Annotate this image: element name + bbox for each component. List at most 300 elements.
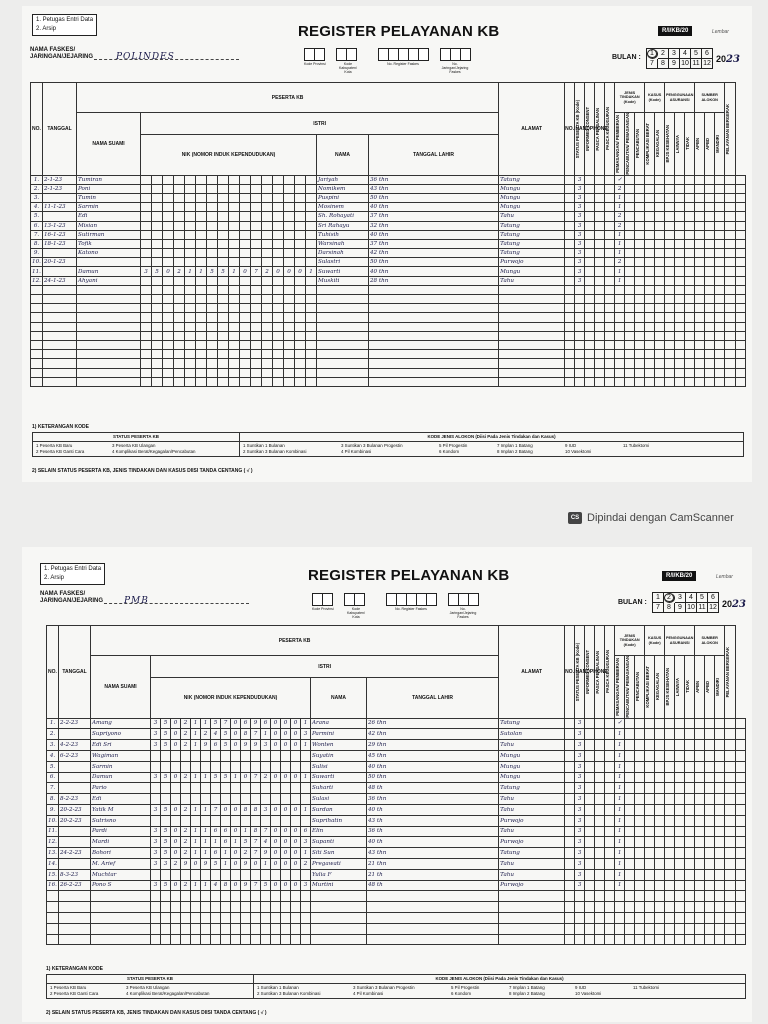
row-tanggal: 26-2-23 [59,880,91,891]
legend-status-item: 3 Peserta KB Ulangan [112,443,156,448]
row-check-cell [695,923,705,934]
nik-digit-cell [262,193,273,202]
row-check-cell [635,794,645,805]
month-cell: 1 [653,593,664,603]
nik-digit-cell [229,249,240,258]
nik-digit-cell [229,304,240,313]
nik-digit-cell [284,193,295,202]
nik-digit-cell: 5 [161,826,171,837]
nik-digit-cell [301,891,311,902]
nik-digit-cell [181,869,191,880]
month-cell: 10 [686,603,697,613]
row-check-cell [655,175,665,184]
nik-digit-cell [218,276,229,285]
nik-digit-cell [262,249,273,258]
nik-digit-cell [262,258,273,267]
nik-digit-cell [141,322,152,331]
row-jenis-tindakan: 1 [615,858,625,869]
faskes-field [94,46,239,60]
row-nama-istri: Wonten [311,740,367,751]
nik-digit-cell: 5 [152,267,163,276]
row-check-cell [685,891,695,902]
nik-digit-cell [196,221,207,230]
row-nama-istri: Suharti [311,783,367,794]
nik-digit-cell [141,184,152,193]
row-pasca-keguguran [605,804,615,815]
row-alamat [499,295,565,304]
row-informed-consent [585,304,595,313]
nik-digit-cell [221,794,231,805]
nik-digit-cell [251,750,261,761]
nik-digit-cell [141,331,152,340]
row-check-cell [675,729,685,740]
nik-digit-cell: 1 [185,267,196,276]
nik-digit-cell: 1 [201,772,211,783]
nik-digit-cell [284,377,295,386]
nik-digit-cell: 0 [284,267,295,276]
row-check-cell [625,761,635,772]
nik-digit-cell [273,368,284,377]
nik-digit-cell [240,212,251,221]
row-nama-suami: Misian [77,221,141,230]
row-check-cell [625,923,635,934]
nik-digit-cell [151,923,161,934]
kode-kabupaten-box [336,48,360,74]
row-nama-istri: Siti Sun [311,848,367,859]
row-nama-istri: Puspini [317,193,369,202]
nik-digit-cell [185,359,196,368]
row-check-cell [655,230,665,239]
row-informed-consent [585,750,595,761]
nik-digit-cell [241,815,251,826]
role-item: 2. Arsip [44,575,65,581]
legend-status-item: 4 Komplikasi Berat/Kegagalan/Pencabutan [126,991,210,996]
row-check-cell [665,880,675,891]
row-tanggal-lahir: 36 thn [369,175,499,184]
row-check-cell [725,804,735,815]
nik-digit-cell [161,912,171,923]
col-header-sumber-item: APBD [705,137,711,150]
row-check-cell [625,193,635,202]
row-check-cell [705,267,715,276]
col-header-kasus-item: KOMPLIKASI BERAT [645,666,651,708]
row-nama-suami [91,912,151,923]
nik-digit-cell: 1 [201,826,211,837]
row-check-cell [705,184,715,193]
nik-digit-cell: 0 [231,804,241,815]
nik-digit-cell [171,912,181,923]
legend-title: 1) KETERANGAN KODE [32,424,89,430]
row-nama-suami [77,285,141,294]
nik-digit-cell [301,912,311,923]
row-no: 14. [47,858,59,869]
nik-digit-cell: 0 [171,772,181,783]
nik-digit-cell: 2 [181,718,191,729]
row-check-cell [665,794,675,805]
row-check-cell [725,794,735,805]
row-alamat: Tahu [499,212,565,221]
row-tanggal-lahir: 50 thn [369,258,499,267]
row-check-cell [735,295,745,304]
nik-digit-cell [240,230,251,239]
register-rows [31,175,746,386]
row-informed-consent [585,331,595,340]
row-pasca-keguguran [605,794,615,805]
row-check-cell [675,221,685,230]
nik-digit-cell [174,295,185,304]
row-informed-consent [585,772,595,783]
col-header-pasca-keguguran: PASCA KEGUGURAN [605,107,611,151]
nik-digit-cell [284,340,295,349]
row-jenis-tindakan: 1 [615,826,625,837]
nik-digit-cell [295,276,306,285]
row-no: 10. [47,815,59,826]
nik-digit-cell [231,761,241,772]
row-alamat: Mungu [499,267,565,276]
row-no: 11. [32,268,41,275]
row-status-peserta: 3 [575,848,585,859]
row-check-cell [645,858,655,869]
row-nama-istri [317,331,369,340]
row-alamat: Tatung [499,239,565,248]
row-tanggal [43,295,77,304]
jaringan-faskes-box [448,593,478,619]
nik-digit-cell: 0 [291,804,301,815]
row-no: 7. [47,783,59,794]
nik-digit-cell [207,377,218,386]
row-nama-istri [317,285,369,294]
row-check-cell [655,193,665,202]
nik-digit-cell: 0 [231,880,241,891]
row-handphone [565,239,575,248]
nik-digit-cell: 5 [161,804,171,815]
nik-digit-cell [185,368,196,377]
row-nama-istri [317,304,369,313]
row-nama-suami [77,359,141,368]
nik-digit-cell [262,230,273,239]
row-check-cell [715,934,725,945]
nik-digit-cell [152,377,163,386]
row-check-cell [685,848,695,859]
row-handphone [565,212,575,221]
nik-digit-cell [196,285,207,294]
nik-digit-cell [240,285,251,294]
nik-digit-cell [306,221,317,230]
nik-digit-cell [161,761,171,772]
nik-digit-cell: 1 [261,858,271,869]
row-tanggal: 20-2-23 [59,804,91,815]
nik-digit-cell [171,794,181,805]
row-tanggal: 24-2-23 [59,848,91,859]
nik-digit-cell [284,322,295,331]
row-check-cell [645,322,655,331]
row-check-cell [645,869,655,880]
nik-digit-cell [163,203,174,212]
nik-digit-cell [211,794,221,805]
nik-digit-cell [163,276,174,285]
row-check-cell [625,815,635,826]
legend-alokon-item: 5 Pil Progestin [451,985,480,990]
row-check-cell [625,740,635,751]
register-faskes-box [386,593,436,611]
nik-digit-cell [262,368,273,377]
row-check-cell [665,359,675,368]
row-check-cell [705,902,715,913]
nik-digit-cell: 0 [291,729,301,740]
row-check-cell [705,359,715,368]
row-check-cell [675,322,685,331]
row-informed-consent [585,276,595,285]
row-check-cell [715,815,725,826]
row-tanggal: 16-1-23 [43,230,77,239]
nik-digit-cell [295,230,306,239]
month-grid [652,592,719,613]
nik-digit-cell [207,203,218,212]
row-check-cell [645,848,655,859]
nik-digit-cell [291,869,301,880]
row-nama-suami [77,368,141,377]
table-row [47,804,746,815]
nik-digit-cell [284,221,295,230]
row-nama-istri: Muskiti [317,276,369,285]
row-check-cell [695,729,705,740]
nik-digit-cell [306,230,317,239]
month-cell: 8 [658,59,669,69]
row-check-cell [715,285,725,294]
nik-digit-cell [207,193,218,202]
nik-digit-cell [251,377,262,386]
row-check-cell [635,804,645,815]
legend-alokon-item: 1 Suntikan 1 Bulanan [257,985,299,990]
row-check-cell [715,740,725,751]
nik-digit-cell: 9 [261,848,271,859]
nik-digit-cell [218,193,229,202]
row-no: 7. [31,230,43,239]
row-tanggal: 8-2-23 [59,794,91,805]
col-header-jt: PENCABUTAN [635,129,641,159]
legend-alokon-item: 4 Pil Kombinasi [341,449,372,454]
table-row [31,331,746,340]
year-prefix: 20 [716,54,727,64]
row-informed-consent [585,377,595,386]
row-check-cell [705,794,715,805]
nik-digit-cell [141,258,152,267]
row-check-cell [685,203,695,212]
nik-digit-cell: 9 [241,740,251,751]
row-check-cell [655,858,665,869]
row-check-cell [705,212,715,221]
row-tanggal: 2-2-23 [59,718,91,729]
row-jenis-tindakan: 2 [615,212,625,221]
row-check-cell [705,175,715,184]
row-tanggal-lahir: 36 th [367,826,499,837]
row-check-cell [635,313,645,322]
row-check-cell [735,858,745,869]
row-check-cell [705,750,715,761]
nik-digit-cell [207,175,218,184]
nik-digit-cell [207,230,218,239]
row-nama-istri: Sh. Rohayati [317,212,369,221]
nik-digit-cell [211,912,221,923]
nik-digit-cell [273,193,284,202]
row-check-cell [705,772,715,783]
nik-digit-cell [251,869,261,880]
nik-digit-cell [185,221,196,230]
nik-digit-cell [181,750,191,761]
nik-digit-cell [207,239,218,248]
nik-digit-cell [218,203,229,212]
row-check-cell [645,350,655,359]
row-tanggal: 2-1-23 [43,175,77,184]
row-check-cell [675,740,685,751]
nik-digit-cell: 8 [251,826,261,837]
row-check-cell [675,276,685,285]
nik-digit-cell: 7 [251,729,261,740]
row-check-cell [725,258,735,267]
nik-digit-cell [201,902,211,913]
row-alamat: Mungu [499,184,565,193]
nik-digit-cell [271,815,281,826]
row-no: 3. [47,740,59,751]
row-check-cell [665,772,675,783]
row-check-cell [715,794,725,805]
row-check-cell [675,175,685,184]
nik-digit-cell: 0 [221,804,231,815]
row-handphone [565,203,575,212]
role-item: 2. Arsip [36,26,57,32]
row-check-cell [695,377,705,386]
row-check-cell [625,267,635,276]
nik-digit-cell [251,175,262,184]
row-informed-consent [585,193,595,202]
row-check-cell [735,837,745,848]
row-nama-suami [91,923,151,934]
nik-digit-cell [185,350,196,359]
nik-digit-cell [261,902,271,913]
nik-digit-cell [306,258,317,267]
row-nama-istri: Murtini [311,880,367,891]
nik-digit-cell [306,203,317,212]
col-header-tanggal-lahir: TANGGAL LAHIR [367,678,499,718]
row-tanggal-lahir: 21 thn [367,858,499,869]
nik-digit-cell [306,340,317,349]
row-jenis-tindakan: 1 [615,750,625,761]
row-check-cell [655,891,665,902]
row-informed-consent [585,923,595,934]
nik-digit-cell [163,331,174,340]
nik-digit-cell [262,175,273,184]
row-check-cell [635,869,645,880]
row-pasca-keguguran [605,783,615,794]
col-header-sumber-item: APBD [705,680,711,693]
row-check-cell [645,285,655,294]
row-check-cell [705,340,715,349]
nik-digit-cell [174,230,185,239]
row-check-cell [655,304,665,313]
nik-digit-cell [262,212,273,221]
row-nama-suami: Pardi [91,826,151,837]
nik-digit-cell [207,276,218,285]
row-alamat [499,902,565,913]
col-header-asuransi-item: LAINNYA [675,134,681,153]
nik-digit-cell [229,175,240,184]
legend-status-item: 1 Peserta KB Baru [36,443,73,448]
row-informed-consent [585,249,595,258]
nik-digit-cell [207,304,218,313]
row-check-cell [715,377,725,386]
nik-digit-cell [229,221,240,230]
nik-digit-cell [231,934,241,945]
col-header-nama: NAMA [311,678,367,718]
row-check-cell [635,750,645,761]
nik-digit-cell [161,923,171,934]
row-pasca-keguguran [605,815,615,826]
nik-digit-cell: 2 [201,729,211,740]
month-cell: 3 [675,593,686,603]
row-alamat: Mungu [499,772,565,783]
row-check-cell [665,368,675,377]
row-check-cell [735,772,745,783]
bulan-label: BULAN : [612,54,641,61]
row-informed-consent [585,184,595,193]
row-pasca-keguguran [605,740,615,751]
nik-digit-cell [251,304,262,313]
nik-digit-cell [262,285,273,294]
nik-digit-cell: 2 [171,858,181,869]
nik-digit-cell: 2 [174,267,185,276]
row-status-peserta: 3 [575,267,585,276]
table-row [47,794,746,805]
nik-digit-cell [291,891,301,902]
row-check-cell [685,368,695,377]
code-label: Kode Kabupaten/ Kota [339,62,357,74]
nik-digit-cell: 0 [271,740,281,751]
row-check-cell [655,340,665,349]
row-check-cell [695,221,705,230]
nik-digit-cell [301,869,311,880]
nik-digit-cell [163,249,174,258]
row-check-cell [725,285,735,294]
nik-digit-cell: 5 [211,858,221,869]
row-alamat: Purwojo [499,258,565,267]
row-alamat: Tatung [499,221,565,230]
row-tanggal-lahir: 40 thn [367,761,499,772]
nik-digit-cell [251,230,262,239]
nik-digit-cell [207,184,218,193]
legend-alokon-title: KODE JENIS ALOKON (Diisi Pada Jenis Tindakan dan Kasus) [240,433,744,442]
nik-digit-cell [262,276,273,285]
nik-digit-cell [306,276,317,285]
row-check-cell [655,761,665,772]
row-status-peserta: 3 [575,794,585,805]
role-box [40,563,105,585]
nik-digit-cell: 0 [163,267,174,276]
nik-digit-cell [295,377,306,386]
nik-digit-cell [163,230,174,239]
col-header-sumber-alokon: SUMBER ALOKON [695,83,725,113]
month-cell: 11 [691,59,702,69]
row-check-cell [685,350,695,359]
nik-digit-cell [284,184,295,193]
row-pasca-persalinan [595,221,605,230]
nik-digit-cell [251,923,261,934]
row-status-peserta [575,368,585,377]
row-no [47,934,59,945]
nik-digit-cell [301,934,311,945]
row-pasca-persalinan [595,276,605,285]
row-check-cell [735,804,745,815]
legend-alokon-item: 7 Implan 1 Batang [509,985,545,990]
